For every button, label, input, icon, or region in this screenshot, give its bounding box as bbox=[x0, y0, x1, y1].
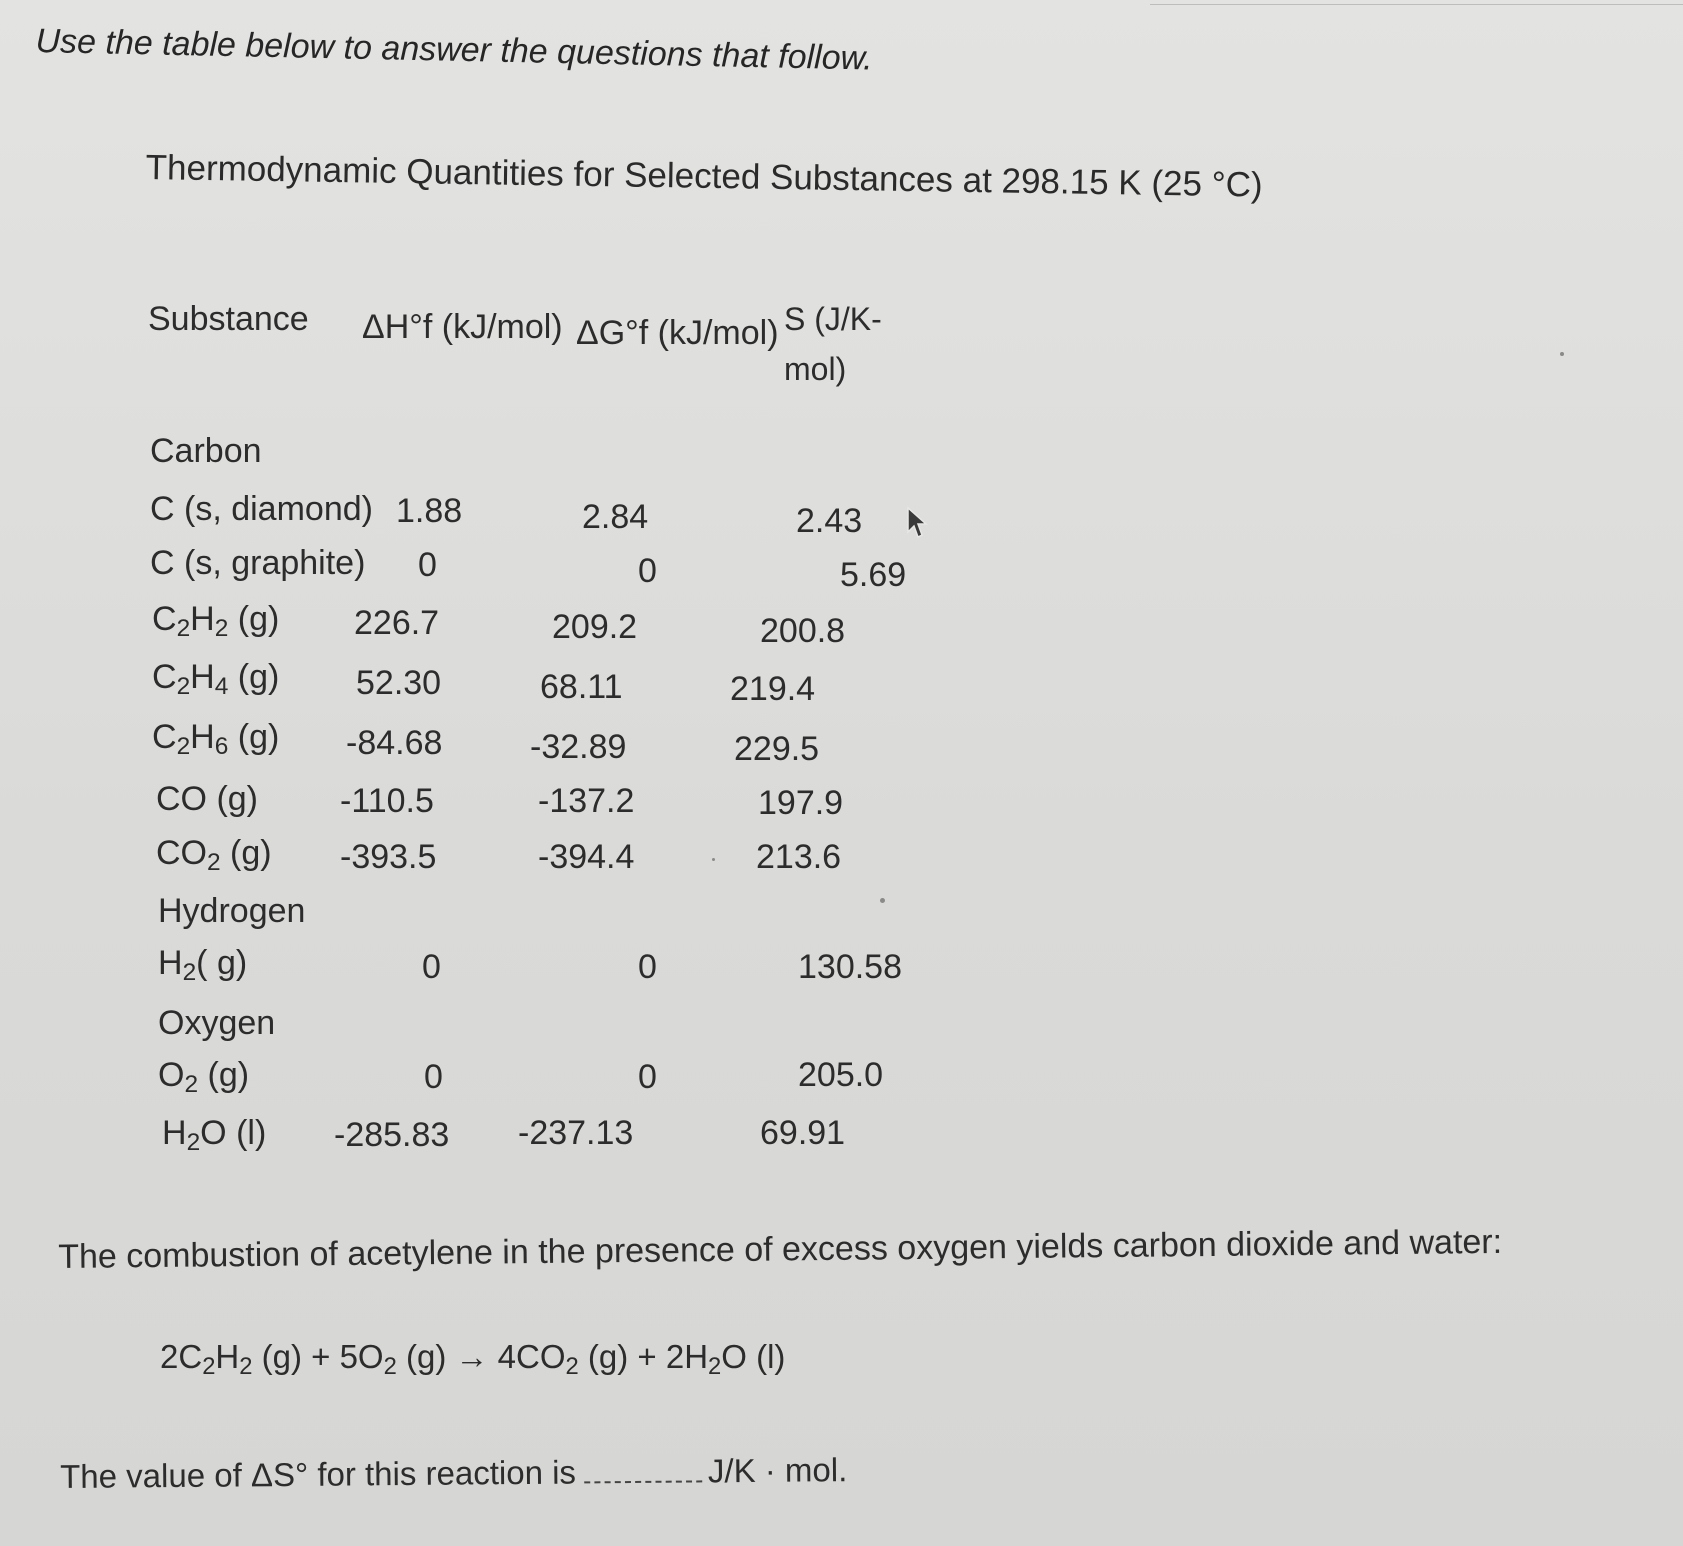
group-hydrogen: Hydrogen bbox=[158, 892, 306, 930]
row-2-dh: 226.7 bbox=[354, 604, 440, 642]
row-9-dh: -285.83 bbox=[334, 1116, 450, 1154]
dust-speck bbox=[1560, 352, 1564, 356]
dust-speck bbox=[712, 858, 715, 861]
row-7-dg: 0 bbox=[638, 948, 657, 986]
question-line bbox=[60, 1451, 847, 1496]
row-6-dh: -393.5 bbox=[340, 838, 437, 876]
row-3-s: 219.4 bbox=[730, 670, 816, 708]
row-4-dg: -32.89 bbox=[530, 728, 627, 766]
row-3-dh: 52.30 bbox=[356, 664, 442, 702]
row-3-dg: 68.11 bbox=[540, 668, 623, 706]
row-8-dg: 0 bbox=[638, 1058, 657, 1096]
reaction-description: The combustion of acetylene in the presence of excess oxygen yields carbon dioxide and water: bbox=[58, 1222, 1503, 1276]
header-dh: ΔH°f (kJ/mol) bbox=[362, 308, 563, 346]
row-7-substance: $H_2$( g) bbox=[158, 944, 248, 987]
row-4-substance: $C_2H_6$ (g) bbox=[152, 718, 280, 761]
row-4-s: 229.5 bbox=[734, 730, 820, 768]
row-3-substance: $C_2H_4$ (g) bbox=[152, 658, 280, 701]
header-s: S (J/K-mol) bbox=[784, 301, 882, 387]
group-oxygen: Oxygen bbox=[158, 1004, 276, 1042]
dust-speck bbox=[880, 898, 885, 903]
row-8-dh: 0 bbox=[424, 1058, 443, 1096]
row-8-substance: $O_2$ (g) bbox=[158, 1056, 250, 1099]
mouse-pointer-icon bbox=[905, 506, 929, 540]
row-1-substance: C (s, graphite) bbox=[150, 544, 366, 582]
row-6-dg: -394.4 bbox=[538, 838, 635, 876]
row-5-substance: CO (g) bbox=[156, 780, 258, 818]
row-1-dh: 0 bbox=[418, 546, 437, 584]
table-title: Thermodynamic Quantities for Selected Substances at 298.15 K (25 °C) bbox=[145, 148, 1263, 205]
row-0-substance: C (s, diamond) bbox=[150, 490, 373, 528]
answer-blank[interactable] bbox=[584, 1458, 702, 1483]
row-9-dg: -237.13 bbox=[518, 1114, 634, 1152]
row-5-s: 197.9 bbox=[758, 784, 844, 822]
header-dg: ΔG°f (kJ/mol) bbox=[576, 314, 779, 352]
row-7-s: 130.58 bbox=[798, 948, 902, 986]
row-0-dg: 2.84 bbox=[582, 498, 649, 536]
row-6-s: 213.6 bbox=[756, 838, 842, 876]
row-7-dh: 0 bbox=[422, 948, 441, 986]
row-0-s: 2.43 bbox=[796, 502, 863, 540]
row-2-substance: $C_2H_2$ (g) bbox=[152, 600, 280, 643]
row-2-dg: 209.2 bbox=[552, 608, 638, 646]
row-1-dg: 0 bbox=[638, 552, 657, 590]
instructions-text: Use the table below to answer the questions that follow. bbox=[35, 22, 874, 78]
row-8-s: 205.0 bbox=[798, 1056, 884, 1094]
group-carbon: Carbon bbox=[150, 432, 262, 470]
row-9-substance: $H_2O$ (l) bbox=[162, 1114, 267, 1157]
row-4-dh: -84.68 bbox=[346, 724, 443, 762]
row-6-substance: $CO_2$ (g) bbox=[156, 834, 272, 877]
row-5-dg: -137.2 bbox=[538, 782, 635, 820]
row-1-s: 5.69 bbox=[840, 556, 907, 594]
question-text: The value of ΔS° for this reaction is bbox=[60, 1453, 577, 1495]
row-9-s: 69.91 bbox=[760, 1114, 846, 1152]
row-5-dh: -110.5 bbox=[340, 782, 434, 820]
row-0-dh: 1.88 bbox=[396, 492, 463, 530]
question-units: J/K · mol. bbox=[707, 1451, 848, 1490]
row-2-s: 200.8 bbox=[760, 612, 846, 650]
header-substance: Substance bbox=[148, 300, 309, 338]
reaction-equation: $2C_2H_2$ $(g) + 5O_2$ $(g) \to 4CO_2$ $(g) + 2H_2O$ (l) bbox=[160, 1338, 786, 1380]
